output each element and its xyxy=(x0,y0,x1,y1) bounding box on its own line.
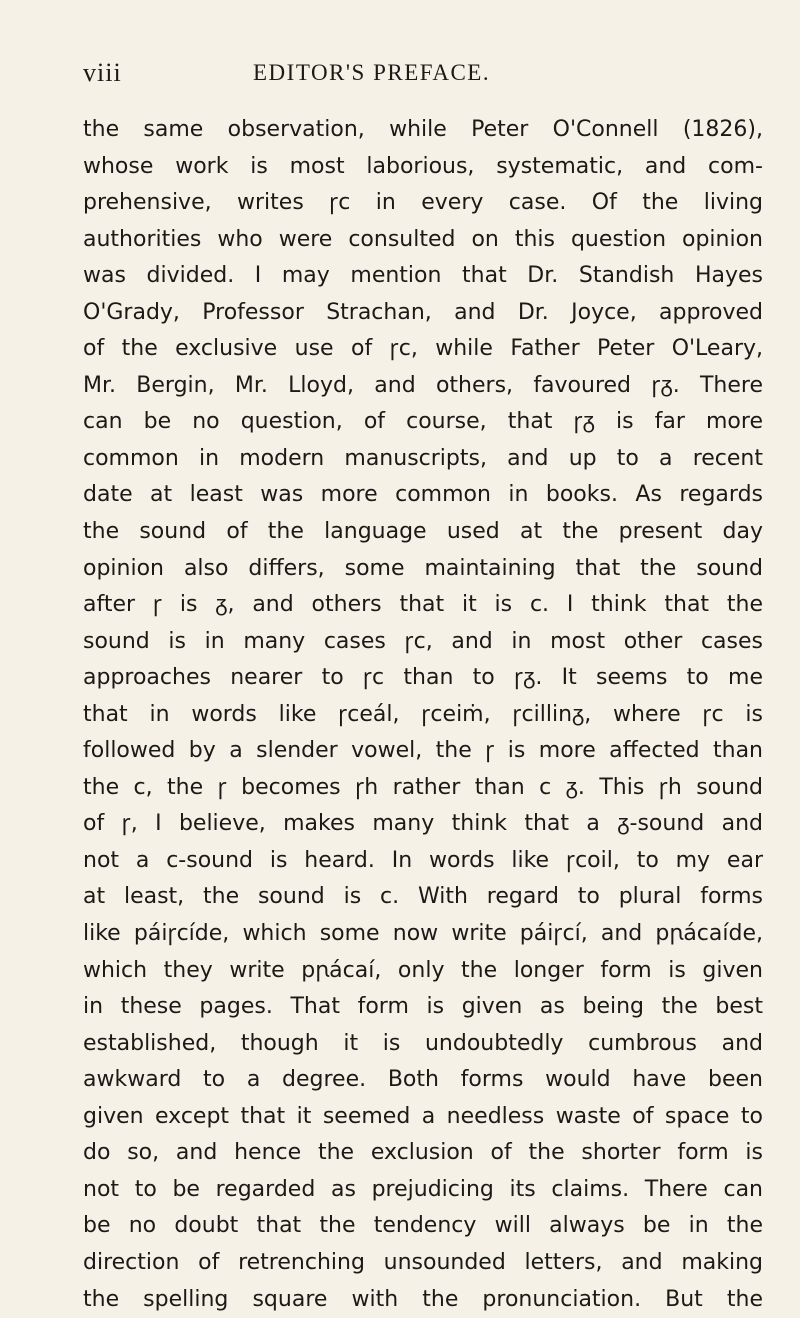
text-line: Mr. Bergin, Mr. Lloyd, and others, favoured ꞅᵹ. There xyxy=(83,368,763,405)
text-line: like páiꞅcíde, which some now write páiꞅcí, and pꞃácaíde, xyxy=(83,916,763,953)
text-line: whose work is most laborious, systematic, and com- xyxy=(83,149,763,186)
text-line: approaches nearer to ꞅc than to ꞅᵹ. It seems to me xyxy=(83,660,763,697)
text-line: sound is in many cases ꞅc, and in most other cases xyxy=(83,624,763,661)
text-line: after ꞅ is ᵹ, and others that it is c. I think that the xyxy=(83,587,763,624)
text-line: the same observation, while Peter O'Connell (1826), xyxy=(83,112,763,149)
page-header xyxy=(83,58,730,94)
text-line: not a c-sound is heard. In words like ꞅcoil, to my ear xyxy=(83,843,763,880)
text-line: in these pages. That form is given as being the best xyxy=(83,989,763,1026)
text-line: can be no question, of course, that ꞅᵹ is far more xyxy=(83,404,763,441)
text-line: of the exclusive use of ꞅc, while Father Peter O'Leary, xyxy=(83,331,763,368)
text-line: of ꞅ, I believe, makes many think that a ᵹ-sound and xyxy=(83,806,763,843)
text-line: opinion also differs, some maintaining that the sound xyxy=(83,551,763,588)
text-line: followed by a slender vowel, the ꞅ is more affected than xyxy=(83,733,763,770)
text-line: the spelling square with the pronunciation. But the xyxy=(83,1282,763,1318)
page-number: viii xyxy=(83,58,122,88)
text-line: that in words like ꞅceál, ꞅceiṁ, ꞅcillinᵹ, where ꞅc is xyxy=(83,697,763,734)
text-line: authorities who were consulted on this question opinion xyxy=(83,222,763,259)
text-line: the c, the ꞅ becomes ꞅh rather than c ᵹ. This ꞅh sound xyxy=(83,770,763,807)
text-line: awkward to a degree. Both forms would have been xyxy=(83,1062,763,1099)
text-line: at least, the sound is c. With regard to plural forms xyxy=(83,879,763,916)
text-line: common in modern manuscripts, and up to a recent xyxy=(83,441,763,478)
text-line: the sound of the language used at the present day xyxy=(83,514,763,551)
text-line: was divided. I may mention that Dr. Standish Hayes xyxy=(83,258,763,295)
running-title: EDITOR'S PREFACE. xyxy=(253,60,490,86)
body-text xyxy=(83,112,763,1318)
text-line: date at least was more common in books. As regards xyxy=(83,477,763,514)
text-line: be no doubt that the tendency will always be in the xyxy=(83,1208,763,1245)
text-line: not to be regarded as prejudicing its claims. There can xyxy=(83,1172,763,1209)
text-line: established, though it is undoubtedly cumbrous and xyxy=(83,1026,763,1063)
text-line: O'Grady, Professor Strachan, and Dr. Joyce, approved xyxy=(83,295,763,332)
text-line: direction of retrenching unsounded letters, and making xyxy=(83,1245,763,1282)
text-line: which they write pꞃácaí, only the longer form is given xyxy=(83,953,763,990)
text-line: do so, and hence the exclusion of the shorter form is xyxy=(83,1135,763,1172)
text-line: given except that it seemed a needless waste of space to xyxy=(83,1099,763,1136)
text-line: prehensive, writes ꞅc in every case. Of the living xyxy=(83,185,763,222)
